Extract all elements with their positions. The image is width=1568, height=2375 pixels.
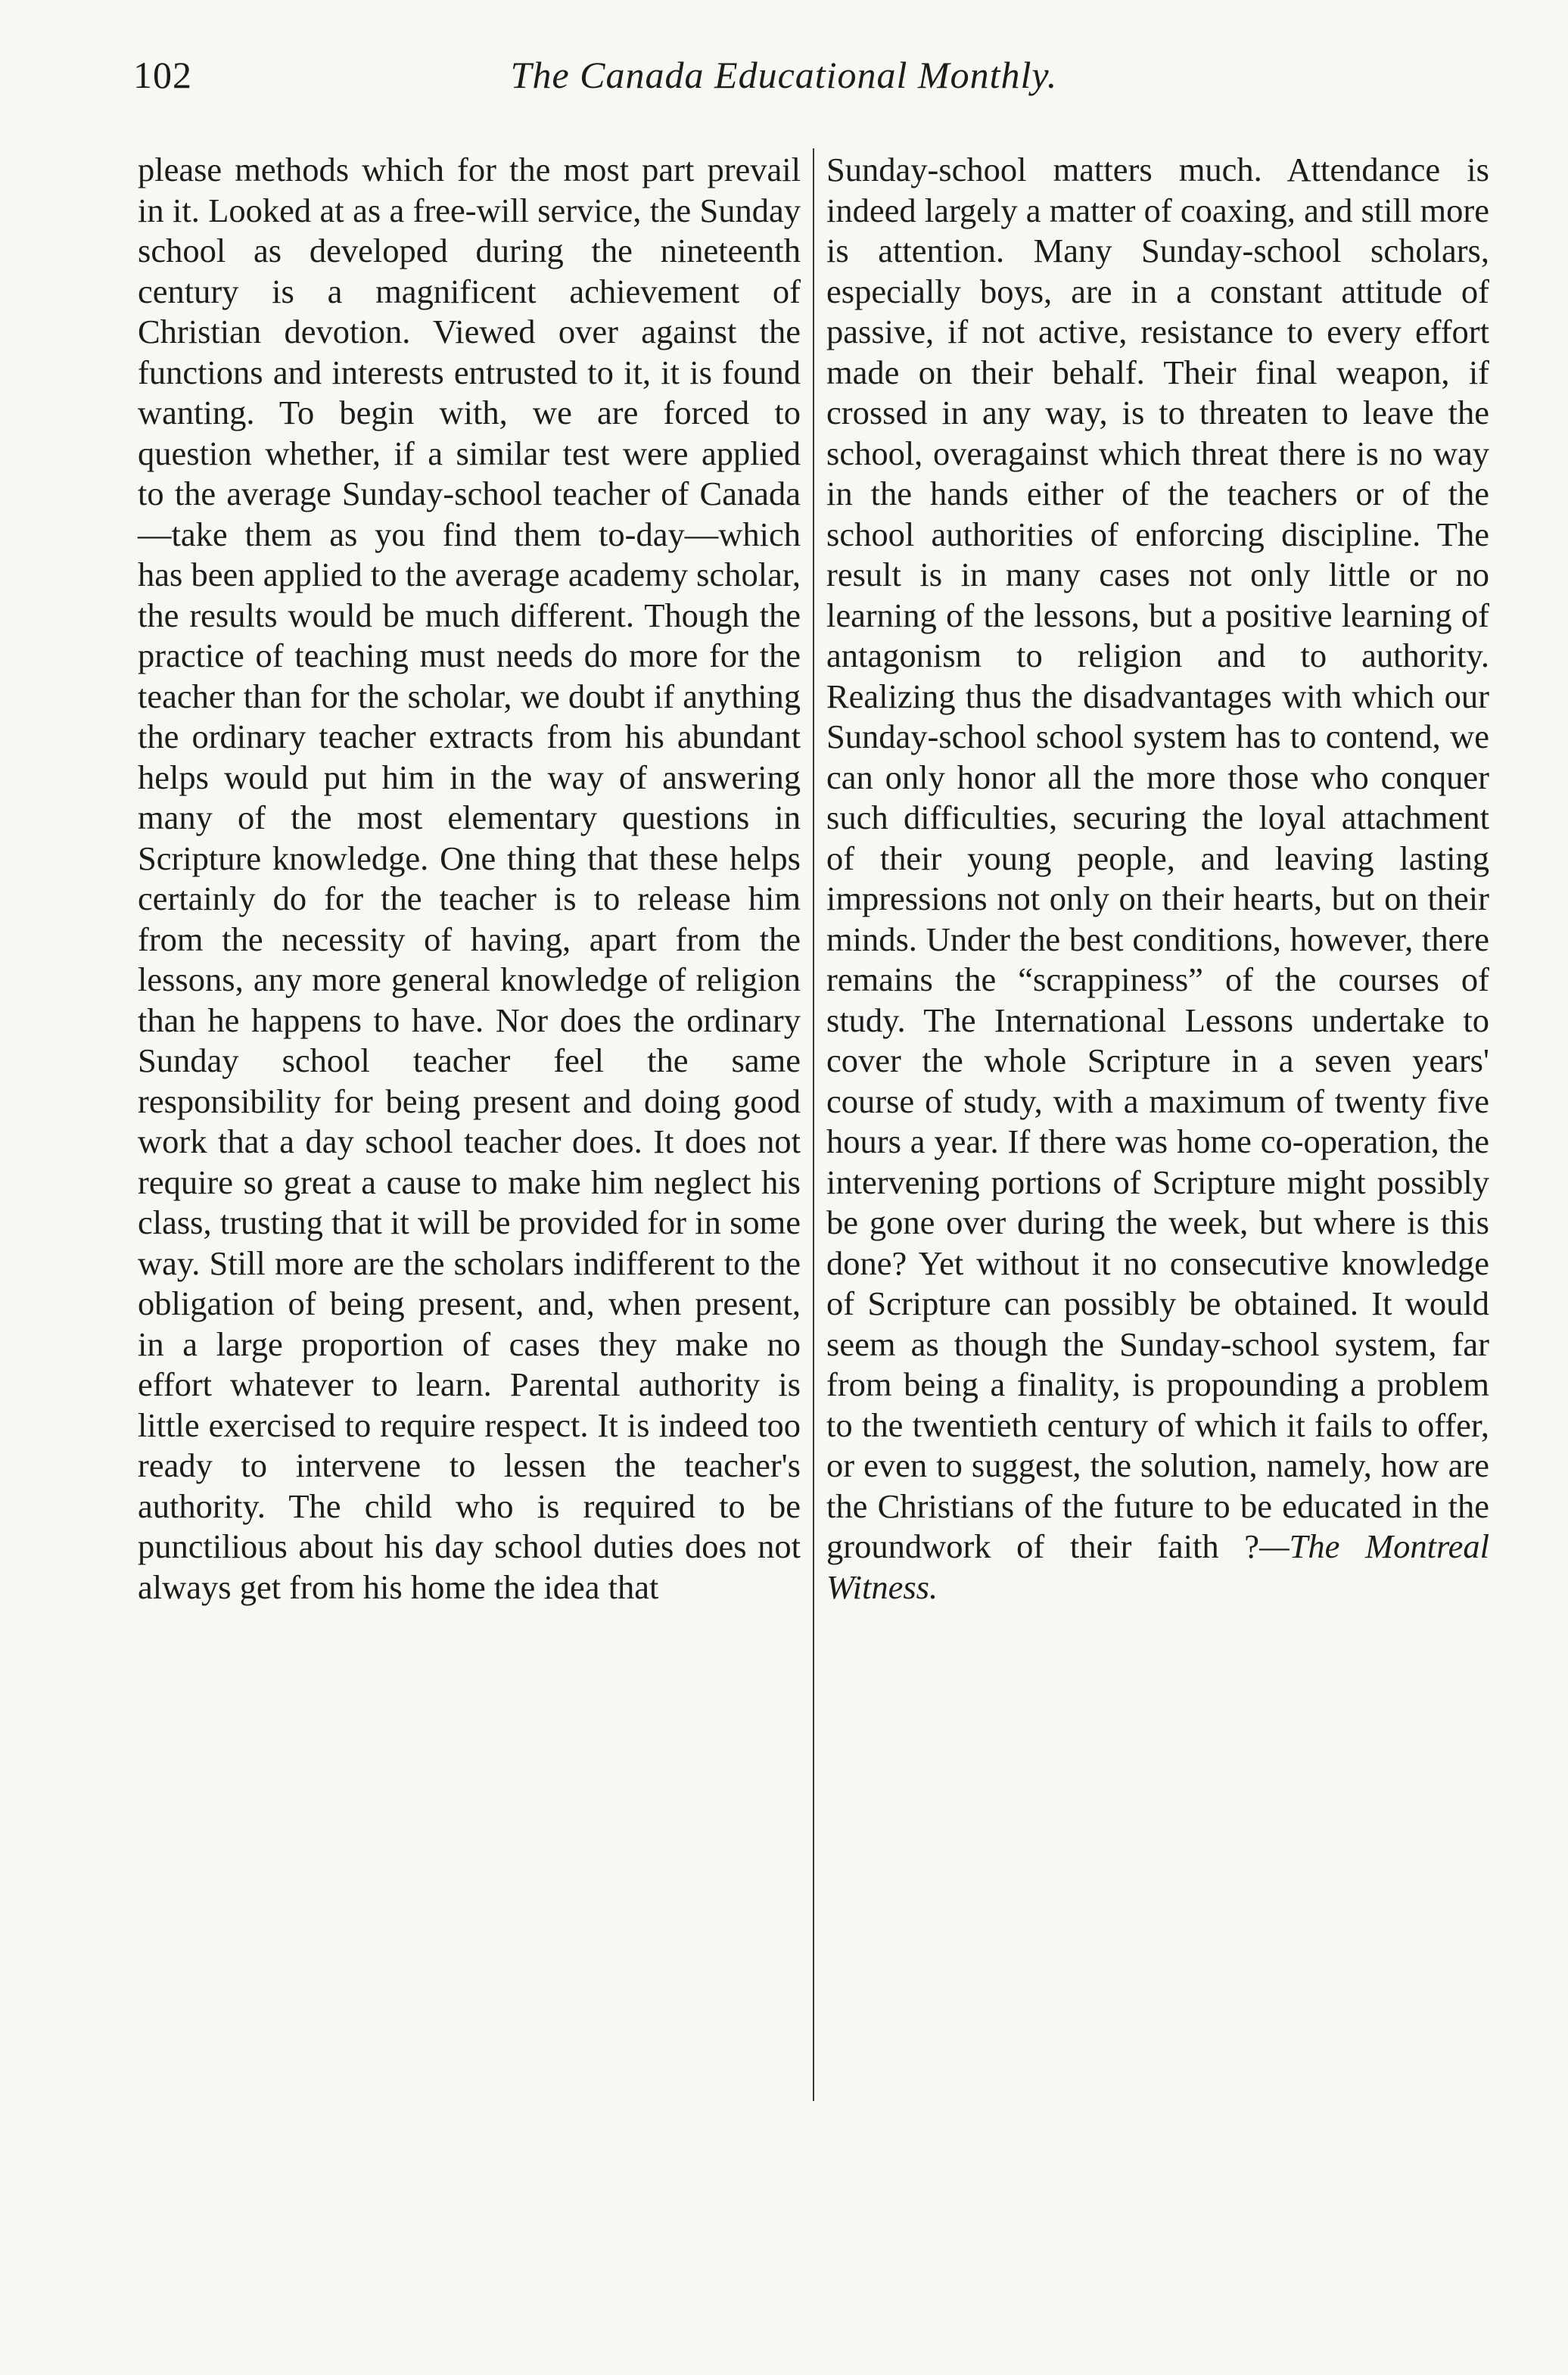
right-column-paragraph <box>826 150 1489 1608</box>
running-title: The Canada Educational Monthly. <box>510 54 1058 96</box>
attribution: —The Montreal Witness. <box>826 1527 1489 1606</box>
page-number: 102 <box>133 54 192 96</box>
right-column <box>826 150 1489 1608</box>
left-column <box>138 150 801 1608</box>
left-column-text: please methods which for the most part prevail in it. Looked at as a free-will service, the Sunday school as developed during the nineteenth century is a magnificent achievement of Christian devotion. Viewed over against the functions and interests entrusted to it, it is found wanting. To begin with, we are forced to question whether, if a similar test were applied to the average Sunday-school teacher of Canada—take them as you find them to-day—which has been applied to the average academy scholar, the results would be much different. Though the practice of teaching must needs do more for the teacher than for the scholar, we doubt if anything the ordinary teacher extracts from his abundant helps would put him in the way of answering many of the most elementary questions in Scripture knowledge. One thing that these helps certainly do for the teacher is to release him from the necessity of having, apart from the lessons, any more general knowledge of religion than he happens to have. Nor does the ordinary Sunday school teacher feel the same responsibility for being present and doing good work that a day school teacher does. It does not require so great a cause to make him neglect his class, trusting that it will be provided for in some way. Still more are the scholars indifferent to the obligation of being present, and, when present, in a large proportion of cases they make no effort whatever to learn. Parental authority is little exercised to require respect. It is indeed too ready to intervene to lessen the teacher's authority. The child who is required to be punctilious about his day school duties does not always get from his home the idea that <box>138 151 801 1606</box>
column-rule <box>813 148 814 2101</box>
right-column-text: Sunday-school matters much. Attendance is indeed largely a matter of coaxing, and still more is attention. Many Sunday-school scholars, especially boys, are in a constant attitude of passive, if not active, resistance to every effort made on their behalf. Their final weapon, if crossed in any way, is to threaten to leave the school, overagainst which threat there is no way in the hands either of the teachers or of the school authorities of enforcing discipline. The result is in many cases not only little or no learning of the lessons, but a positive learning of antagonism to religion and to authority. Realizing thus the disadvantages with which our Sunday-school school system has to contend, we can only honor all the more those who conquer such difficulties, securing the loyal attachment of their young people, and leaving lasting impressions not only on their hearts, but on their minds. Under the best conditions, however, there remains the “scrappiness” of the courses of study. The International Lessons undertake to cover the whole Scripture in a seven years' course of study, with a maximum of twenty five hours a year. If there was home co-operation, the intervening portions of Scripture might possibly be gone over during the week, but where is this done? Yet without it no consecutive knowledge of Scripture can possibly be obtained. It would seem as though the Sunday-school system, far from being a finality, is propounding a problem to the twentieth century of which it fails to offer, or even to suggest, the solution, namely, how are the Christians of the future to be educated in the groundwork of their faith ? <box>826 151 1489 1565</box>
